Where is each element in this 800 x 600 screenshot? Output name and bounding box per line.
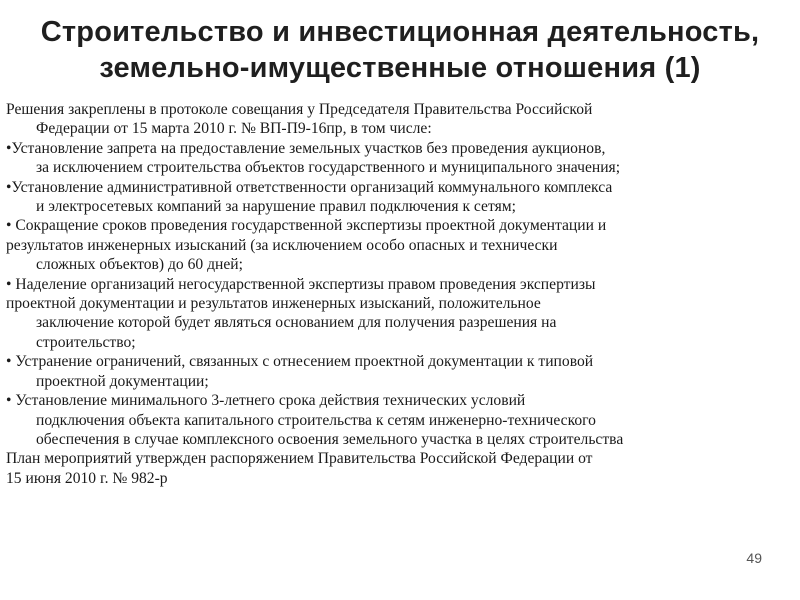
body-line: за исключением строительства объектов государственного и муниципального значения;	[36, 159, 621, 177]
body-line: проектной документации и результатов инженерных изысканий, положительное	[6, 295, 541, 313]
body-line: результатов инженерных изысканий (за исключением особо опасных и технически	[6, 236, 558, 254]
body-line: проектной документации;	[36, 372, 209, 390]
bullet-line: • Установление минимального 3-летнего срока действия технических условий	[6, 392, 526, 410]
body-line: заключение которой будет являться основанием для получения разрешения на	[36, 314, 557, 332]
body-line: подключения объекта капитального строительства к сетям инженерно-технического	[36, 411, 596, 429]
bullet-line: • Устранение ограничений, связанных с отнесением проектной документации к типовой	[6, 353, 594, 371]
body-line: строительство;	[36, 333, 136, 351]
bullet-line: • Сокращение сроков проведения государственной экспертизы проектной документации и	[6, 217, 607, 235]
title-line: земельно-имущественные отношения (1)	[99, 52, 701, 84]
body-line: План мероприятий утвержден распоряжением Правительства Российской Федерации от	[6, 450, 593, 468]
body-line: сложных объектов) до 60 дней;	[36, 256, 243, 274]
bullet-line: • Наделение организаций негосударственной экспертизы правом проведения экспертизы	[6, 275, 596, 293]
body-line: и электросетевых компаний за нарушение правил подключения к сетям;	[36, 198, 516, 216]
body-line: 15 июня 2010 г. № 982-р	[6, 469, 168, 487]
slide-title	[0, 14, 800, 86]
title-line: Строительство и инвестиционная деятельность,	[40, 16, 760, 48]
page-number: 49	[746, 550, 762, 566]
slide-body	[6, 100, 796, 488]
body-line: Решения закреплены в протоколе совещания у Председателя Правительства Российской	[6, 101, 593, 118]
bullet-line: •Установление запрета на предоставление земельных участков без проведения аукционов,	[6, 139, 606, 157]
body-line: Федерации от 15 марта 2010 г. № ВП-П9-16пр, в том числе:	[36, 120, 432, 138]
body-line: обеспечения в случае комплексного освоения земельного участка в целях строительства	[36, 430, 624, 448]
bullet-line: •Установление административной ответственности организаций коммунального комплекса	[6, 178, 613, 196]
